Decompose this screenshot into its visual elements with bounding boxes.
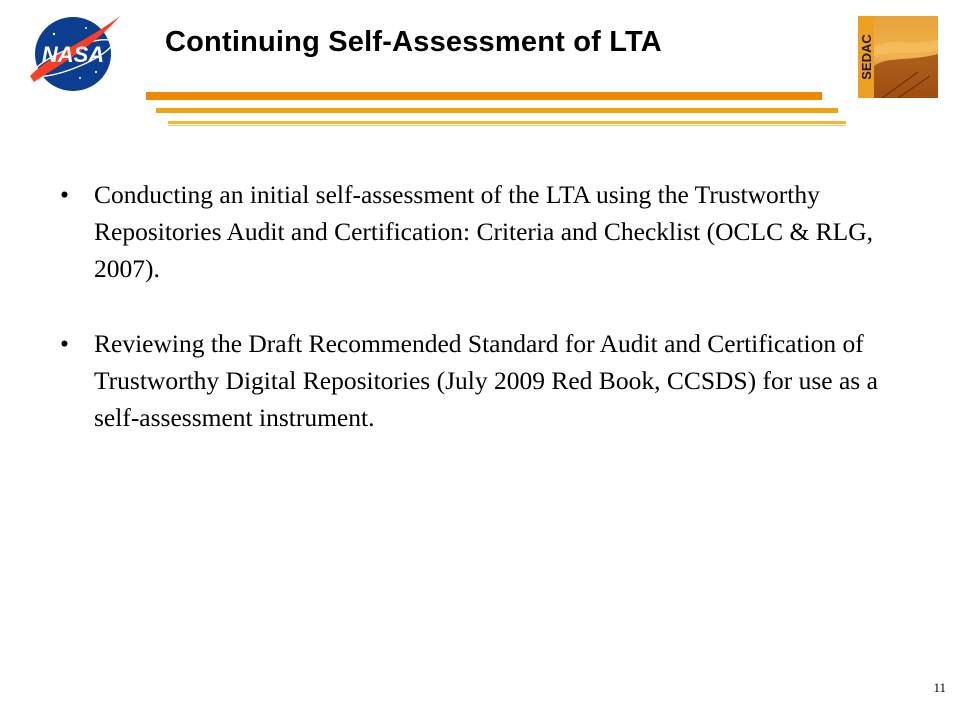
bullet-item xyxy=(60,176,890,287)
title-underline-3-shadow xyxy=(168,125,846,126)
sedac-logo xyxy=(858,16,938,98)
nasa-logo xyxy=(24,12,122,96)
nasa-logo-text: NASA xyxy=(41,42,105,67)
bullet-mark: • xyxy=(60,180,69,209)
bullet-text: Conducting an initial self-assessment of the LTA using the Trustworthy Repositories Audit and Certification: Criteria and Checklist (OCLC & RLG, 2007). xyxy=(94,180,874,283)
bullet-text: Reviewing the Draft Recommended Standard for Audit and Certification of Trustworthy Digital Repositories (July 2009 Red Book, CCSDS) for use as a self-assessment instrument. xyxy=(94,329,878,432)
page-number: 11 xyxy=(933,680,946,695)
title-underline-3 xyxy=(168,121,846,124)
bullet-item xyxy=(60,325,890,436)
slide-title: Continuing Self-Assessment of LTA xyxy=(165,26,662,58)
bullet-mark: • xyxy=(60,329,69,358)
title-underline-2 xyxy=(156,108,838,113)
title-underline-1 xyxy=(146,92,822,100)
bullet-list xyxy=(60,176,890,474)
sedac-logo-text: SEDAC xyxy=(859,34,874,80)
